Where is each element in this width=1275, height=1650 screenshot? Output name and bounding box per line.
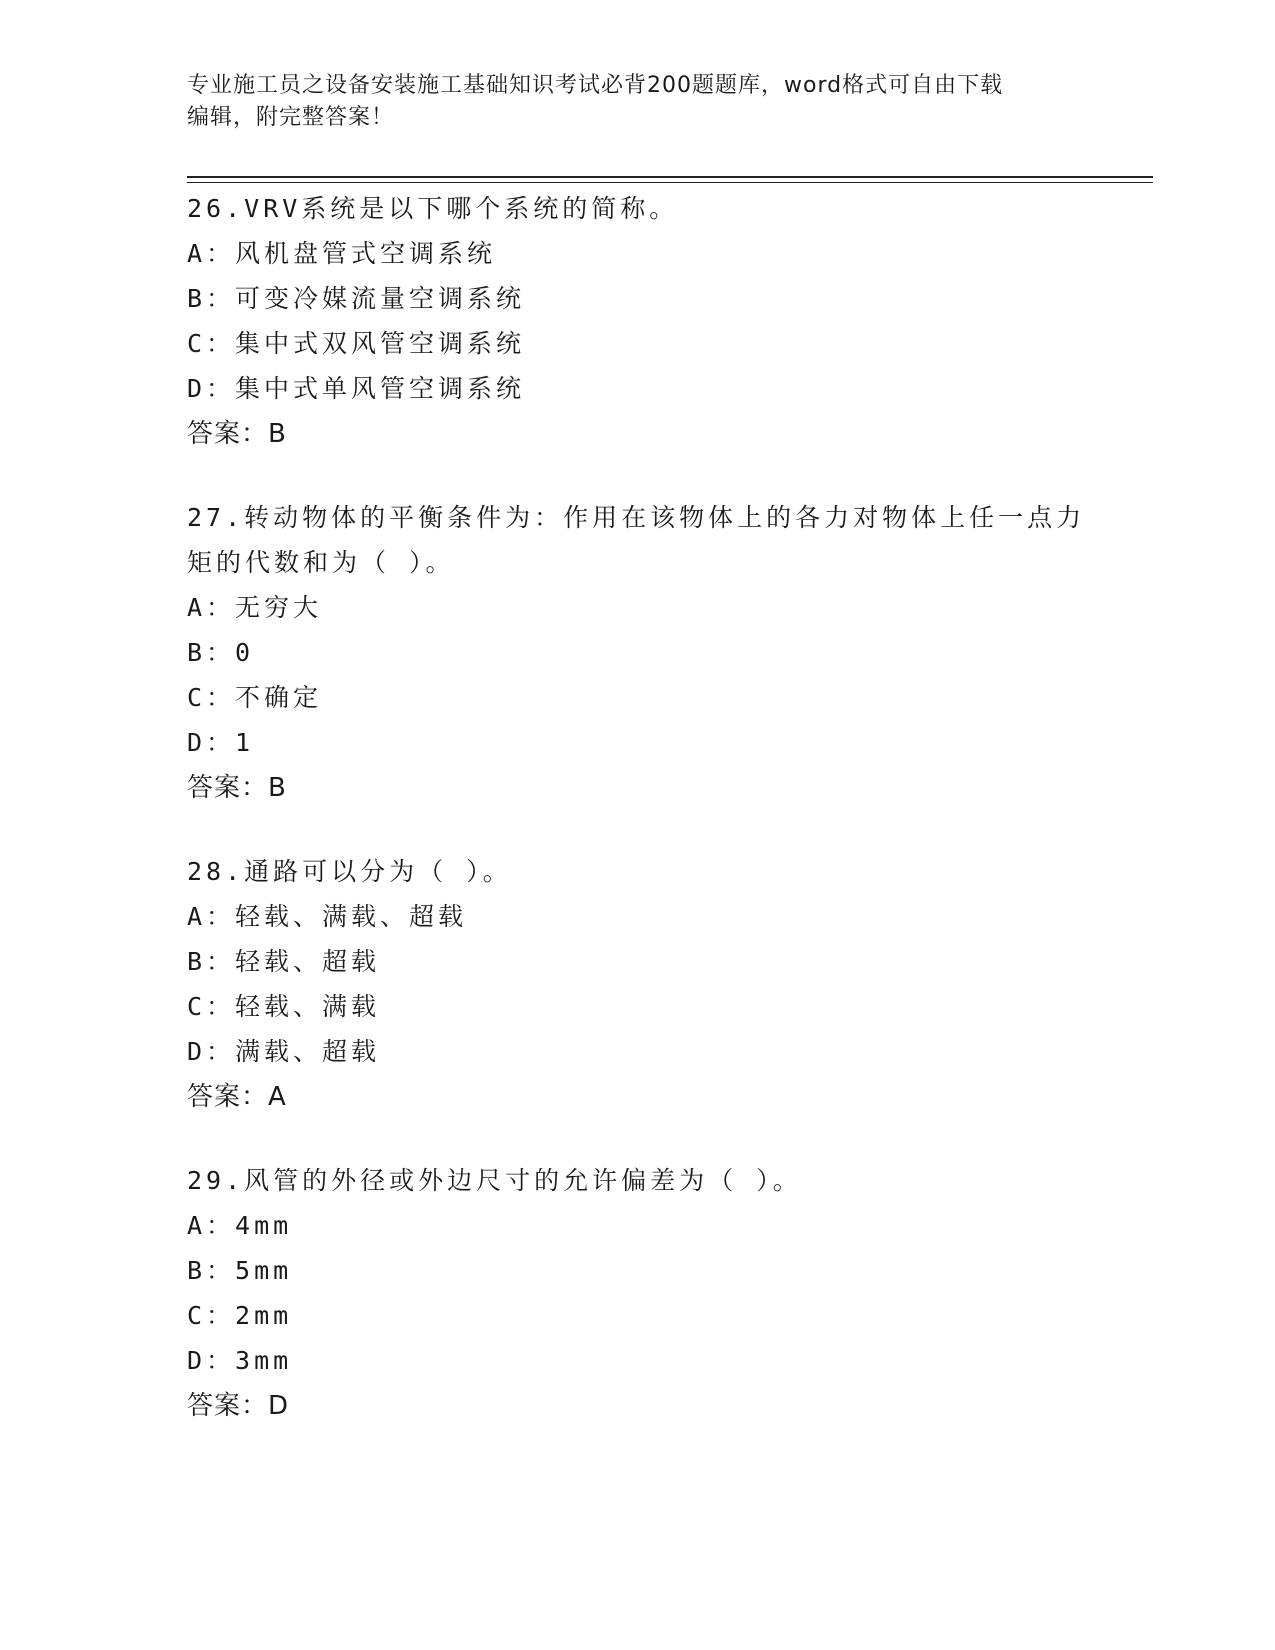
- option-a: A：风机盘管式空调系统: [187, 239, 497, 268]
- header-divider-thin: [187, 182, 1153, 183]
- header-title-line-1: 专业施工员之设备安装施工基础知识考试必背200题题库，word格式可自由下载: [187, 73, 1004, 98]
- question-26: [187, 186, 1087, 457]
- question-27: [187, 495, 1087, 811]
- answer-line: 答案：A: [187, 1082, 287, 1112]
- option-c: C：轻载、满载: [187, 992, 381, 1021]
- header-divider-thick: [187, 176, 1153, 178]
- question-28: [187, 849, 1087, 1120]
- header-title-line-2: 编辑，附完整答案！: [187, 105, 395, 130]
- question-stem: 28.通路可以分为（ ）。: [187, 857, 512, 886]
- answer-line: 答案：D: [187, 1391, 290, 1421]
- option-b: B：5mm: [187, 1256, 293, 1285]
- option-d: D：集中式单风管空调系统: [187, 374, 526, 403]
- option-b: B：轻载、超载: [187, 947, 381, 976]
- question-list: [187, 186, 1087, 1467]
- question-29: [187, 1158, 1087, 1429]
- document-header: [187, 70, 1087, 134]
- question-stem-continued: 矩的代数和为（ ）。: [187, 548, 455, 577]
- option-d: D：3mm: [187, 1346, 293, 1375]
- option-a: A：轻载、满载、超载: [187, 902, 468, 931]
- option-b: B：0: [187, 638, 255, 667]
- question-stem: 26.VRV系统是以下哪个系统的简称。: [187, 194, 679, 223]
- answer-line: 答案：B: [187, 773, 287, 803]
- option-a: A：无穷大: [187, 593, 323, 622]
- option-c: C：2mm: [187, 1301, 293, 1330]
- option-c: C：集中式双风管空调系统: [187, 329, 526, 358]
- option-d: D：满载、超载: [187, 1037, 381, 1066]
- option-a: A：4mm: [187, 1211, 293, 1240]
- option-b: B：可变冷媒流量空调系统: [187, 284, 526, 313]
- question-stem: 27.转动物体的平衡条件为：作用在该物体上的各力对物体上任一点力: [187, 503, 1086, 532]
- question-stem: 29.风管的外径或外边尺寸的允许偏差为（ ）。: [187, 1166, 802, 1195]
- answer-line: 答案：B: [187, 419, 287, 449]
- option-c: C：不确定: [187, 683, 323, 712]
- option-d: D：1: [187, 728, 255, 757]
